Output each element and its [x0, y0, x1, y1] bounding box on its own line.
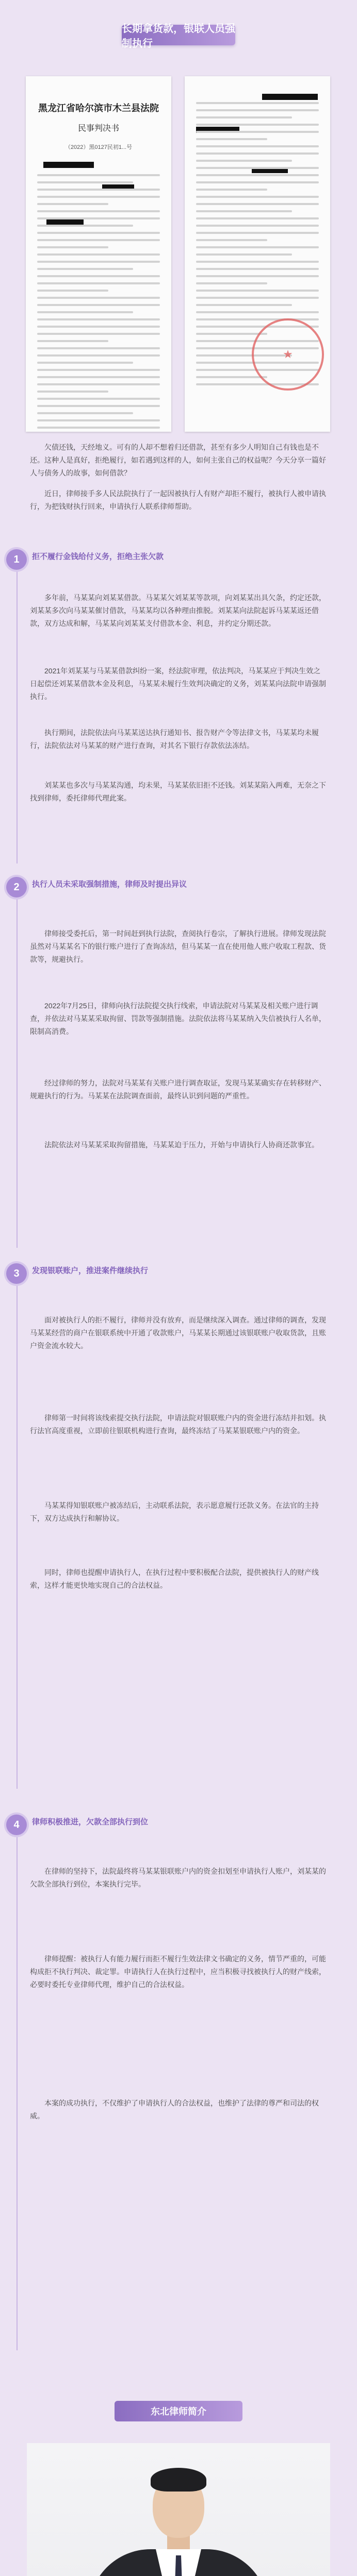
section-number-badge: 1: [6, 549, 27, 570]
section-paragraph: 律师提醒：被执行人有能力履行而拒不履行生效法律文书确定的义务，情节严重的，可能构成拒不执行判决、裁定罪。申请执行人在执行过程中，应当积极寻找被执行人的财产线索，必要时委托专业律师代理，维护自己的合法权益。: [30, 1955, 326, 1989]
seal-star-icon: ★: [283, 348, 293, 361]
section-title: 律师积极推进，欠款全部执行到位: [32, 1818, 149, 1826]
judgment-document-page: [185, 76, 330, 432]
section-rail: [17, 887, 18, 1248]
title-banner: 长期拿货款，银联人员强制执行: [122, 23, 235, 49]
section-number-badge: 2: [6, 877, 27, 897]
section-paragraph: 2022年7月25日，律师向执行法院提交执行线索，申请法院对马某某及相关账户进行调查，并依法对马某某采取拘留、罚款等强制措施。法院依法将马某某纳入失信被执行人名单，限制高消费。: [30, 1002, 326, 1036]
judgment-document-page: [26, 76, 171, 432]
section-paragraph: 马某某得知银联账户被冻结后，主动联系法院，表示愿意履行还款义务。在法官的主持下，双方达成执行和解协议。: [30, 1501, 319, 1522]
judgment-document-images: [26, 76, 330, 432]
section-paragraph: 执行期间，法院依法向马某某送达执行通知书、报告财产令等法律文书，马某某均未履行，法院依法对马某某的财产进行查询，对其名下银行存款依法冻结。: [30, 728, 319, 750]
section-paragraph: 法院依法对马某某采取拘留措施，马某某迫于压力，开始与申请执行人协商还款事宜。: [44, 1141, 319, 1149]
section-title: 发现银联账户，推进案件继续执行: [32, 1266, 149, 1275]
section-paragraph: 律师第一时间将该线索提交执行法院，申请法院对银联账户内的资金进行冻结并扣划。执行法官高度重视，立即前往银联机构进行查询，最终冻结了马某某银联账户内的资金。: [30, 1414, 326, 1435]
section-number-badge: 4: [6, 1815, 27, 1835]
section-paragraph: 本案的成功执行，不仅维护了申请执行人的合法权益，也维护了法律的尊严和司法的权威。: [30, 2099, 319, 2120]
lawyer-portrait: [27, 2443, 330, 2576]
section-paragraph: 2021年刘某某与马某某借款纠纷一案，经法院审理，依法判决，马某某应于判决生效之日起偿还刘某某借款本金及利息，马某某未履行生效判决确定的义务，刘某某向法院申请强制执行。: [30, 667, 326, 701]
document-text-lines: [37, 169, 160, 434]
section-paragraph: 在律师的坚持下，法院最终将马某某银联账户内的资金扣划至申请执行人账户，刘某某的欠款全部执行到位，本案执行完毕。: [30, 1867, 326, 1888]
document-type: 民事判决书: [77, 123, 119, 133]
court-name: 黑龙江省哈尔滨市木兰县法院: [38, 103, 159, 114]
section-title: 拒不履行金钱给付义务，拒绝主张欠款: [32, 552, 164, 561]
redaction-bar: [43, 162, 94, 168]
section-paragraph: 面对被执行人的拒不履行，律师并没有放弃，而是继续深入调查。通过律师的调查，发现马某某经营的商户在银联系统中开通了收款账户，马某某长期通过该银联账户收取货款，且账户资金流水较大。: [30, 1316, 326, 1350]
section-paragraph: 刘某某也多次与马某某沟通，均未果，马某某依旧拒不还钱。刘某某陷入两难，无奈之下找到律师，委托律师代理此案。: [30, 781, 326, 802]
document-number: （2022）黑0127民初1...号: [64, 144, 133, 150]
section-title: 执行人员未采取强制措施，律师及时提出异议: [32, 880, 187, 889]
section-rail: [17, 1825, 18, 2350]
section-rail: [17, 560, 18, 863]
section-number-badge: 3: [6, 1263, 27, 1284]
intro-paragraph: 欠债还钱，天经地义。可有的人却不想着归还借款，甚至有多少人明知自己有钱也是不还。这种人是真好，拒绝履行，如若遇到这样的人，如何主张自己的权益呢？今天分享一篇好人与债务人的故事，如何借款？: [30, 443, 326, 477]
court-seal: [252, 318, 324, 391]
lawyer-intro-banner: 东北律师简介: [115, 2401, 242, 2421]
intro-paragraph: 近日，律师接手多人民法院执行了一起因被执行人有财产却拒不履行，被执行人被申请执行，为把钱财执行回来，申请执行人联系律师帮助。: [30, 489, 326, 511]
section-rail: [17, 1274, 18, 1789]
section-paragraph: 经过律师的努力，法院对马某某有关账户进行调查取证，发现马某某确实存在转移财产、规避执行的行为。马某某在法院调查面前，最终认识到问题的严重性。: [30, 1079, 326, 1100]
section-paragraph: 多年前，马某某向刘某某借款。马某某欠刘某某等款项，向刘某某出具欠条，约定还款，刘某某多次向马某某催讨借款，马某某均以各种理由推脱。刘某某向法院起诉马某某返还借款，双方达成和解，马某某向刘某某支付借款本金、利息，并约定分期还款。: [30, 594, 326, 628]
section-paragraph: 同时，律师也提醒申请执行人，在执行过程中要积极配合法院，提供被执行人的财产线索，这样才能更快地实现自己的合法权益。: [30, 1568, 319, 1589]
section-paragraph: 律师接受委托后，第一时间赶到执行法院，查阅执行卷宗，了解执行进展。律师发现法院虽然对马某某名下的银行账户进行了查询冻结，但马某某一直在使用他人账户收取工程款、货款等，规避执行。: [30, 929, 326, 963]
